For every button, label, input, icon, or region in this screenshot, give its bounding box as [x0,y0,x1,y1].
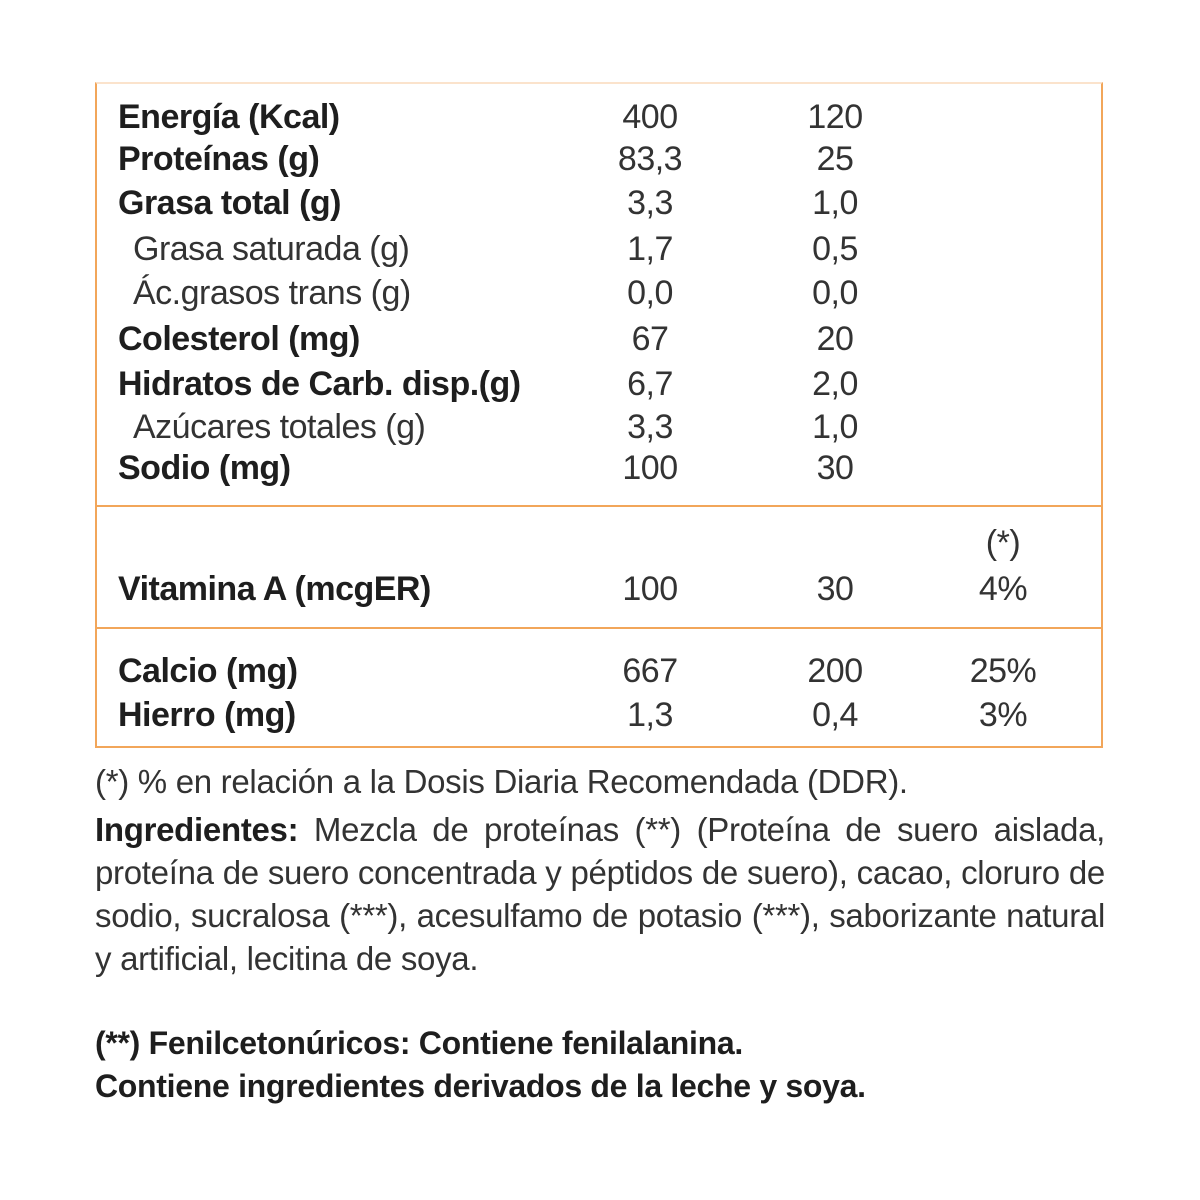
allergen-warning: Contiene ingredientes derivados de la leche y soya. [95,1068,866,1104]
ddr-footnote: (*) % en relación a la Dosis Diaria Recomendada (DDR). [95,763,908,800]
nutrient-label: Colesterol (mg) [118,320,360,358]
nutrient-row [0,567,1200,611]
nutrient-row [0,362,1200,406]
value-per-portion: 30 [816,449,854,487]
nutrient-label: Proteínas (g) [118,140,320,178]
ddr-header-row [0,521,1200,565]
value-per-portion: 2,0 [812,365,858,403]
value-per-portion: 30 [816,570,854,608]
value-per-100g: 67 [631,320,669,358]
nutrient-label: Energía (Kcal) [118,98,340,136]
nutrient-row [0,317,1200,361]
value-per-100g: 3,3 [627,408,673,446]
value-per-portion: 0,5 [812,230,858,268]
ddr-percent: 3% [978,696,1028,734]
nutrient-row [0,405,1200,449]
ingredients-text: Mezcla de proteínas (**) (Proteína de suero aislada, proteína de suero concentrada y péptidos de suero), cacao, cloruro de sodio, sucralosa (***), acesulfamo de potasio (***), saborizante natural y artificial, lecitina de soya. [95,811,1105,977]
value-per-portion: 25 [816,140,854,178]
value-per-portion: 0,0 [812,274,858,312]
value-per-100g: 3,3 [627,184,673,222]
nutrient-label: Hierro (mg) [118,696,296,734]
value-per-100g: 1,3 [627,696,673,734]
nutrient-label: Vitamina A (mcgER) [118,570,431,608]
nutrient-label: Sodio (mg) [118,449,291,487]
ddr-percent: 4% [978,570,1028,608]
section-divider [95,505,1103,507]
nutrient-label: Calcio (mg) [118,652,298,690]
nutrient-row [0,227,1200,271]
nutrient-label: Grasa saturada (g) [133,230,410,268]
nutrient-row [0,95,1200,139]
nutrient-row [0,649,1200,693]
value-per-100g: 667 [622,652,678,690]
value-per-portion: 0,4 [812,696,858,734]
nutrient-row [0,271,1200,315]
value-per-100g: 100 [622,570,678,608]
value-per-100g: 0,0 [627,274,673,312]
value-per-100g: 83,3 [617,140,683,178]
value-per-100g: 1,7 [627,230,673,268]
ingredients-paragraph [95,808,1105,980]
value-per-100g: 400 [622,98,678,136]
value-per-portion: 1,0 [812,408,858,446]
nutrient-row [0,137,1200,181]
section-divider [95,627,1103,629]
value-per-portion: 1,0 [812,184,858,222]
ddr-marker: (*) [985,524,1021,562]
value-per-100g: 6,7 [627,365,673,403]
phenylketonuria-warning: (**) Fenilcetonúricos: Contiene fenilalanina. [95,1025,743,1061]
nutrient-row [0,446,1200,490]
ingredients-label: Ingredientes: [95,811,299,848]
value-per-portion: 20 [816,320,854,358]
nutrient-row [0,693,1200,737]
value-per-portion: 120 [807,98,863,136]
nutrient-label: Ác.grasos trans (g) [133,274,411,312]
nutrient-row [0,181,1200,225]
nutrient-label: Azúcares totales (g) [133,408,426,446]
ddr-percent: 25% [969,652,1037,690]
value-per-100g: 100 [622,449,678,487]
value-per-portion: 200 [807,652,863,690]
nutrient-label: Hidratos de Carb. disp.(g) [118,365,521,403]
nutrient-label: Grasa total (g) [118,184,341,222]
